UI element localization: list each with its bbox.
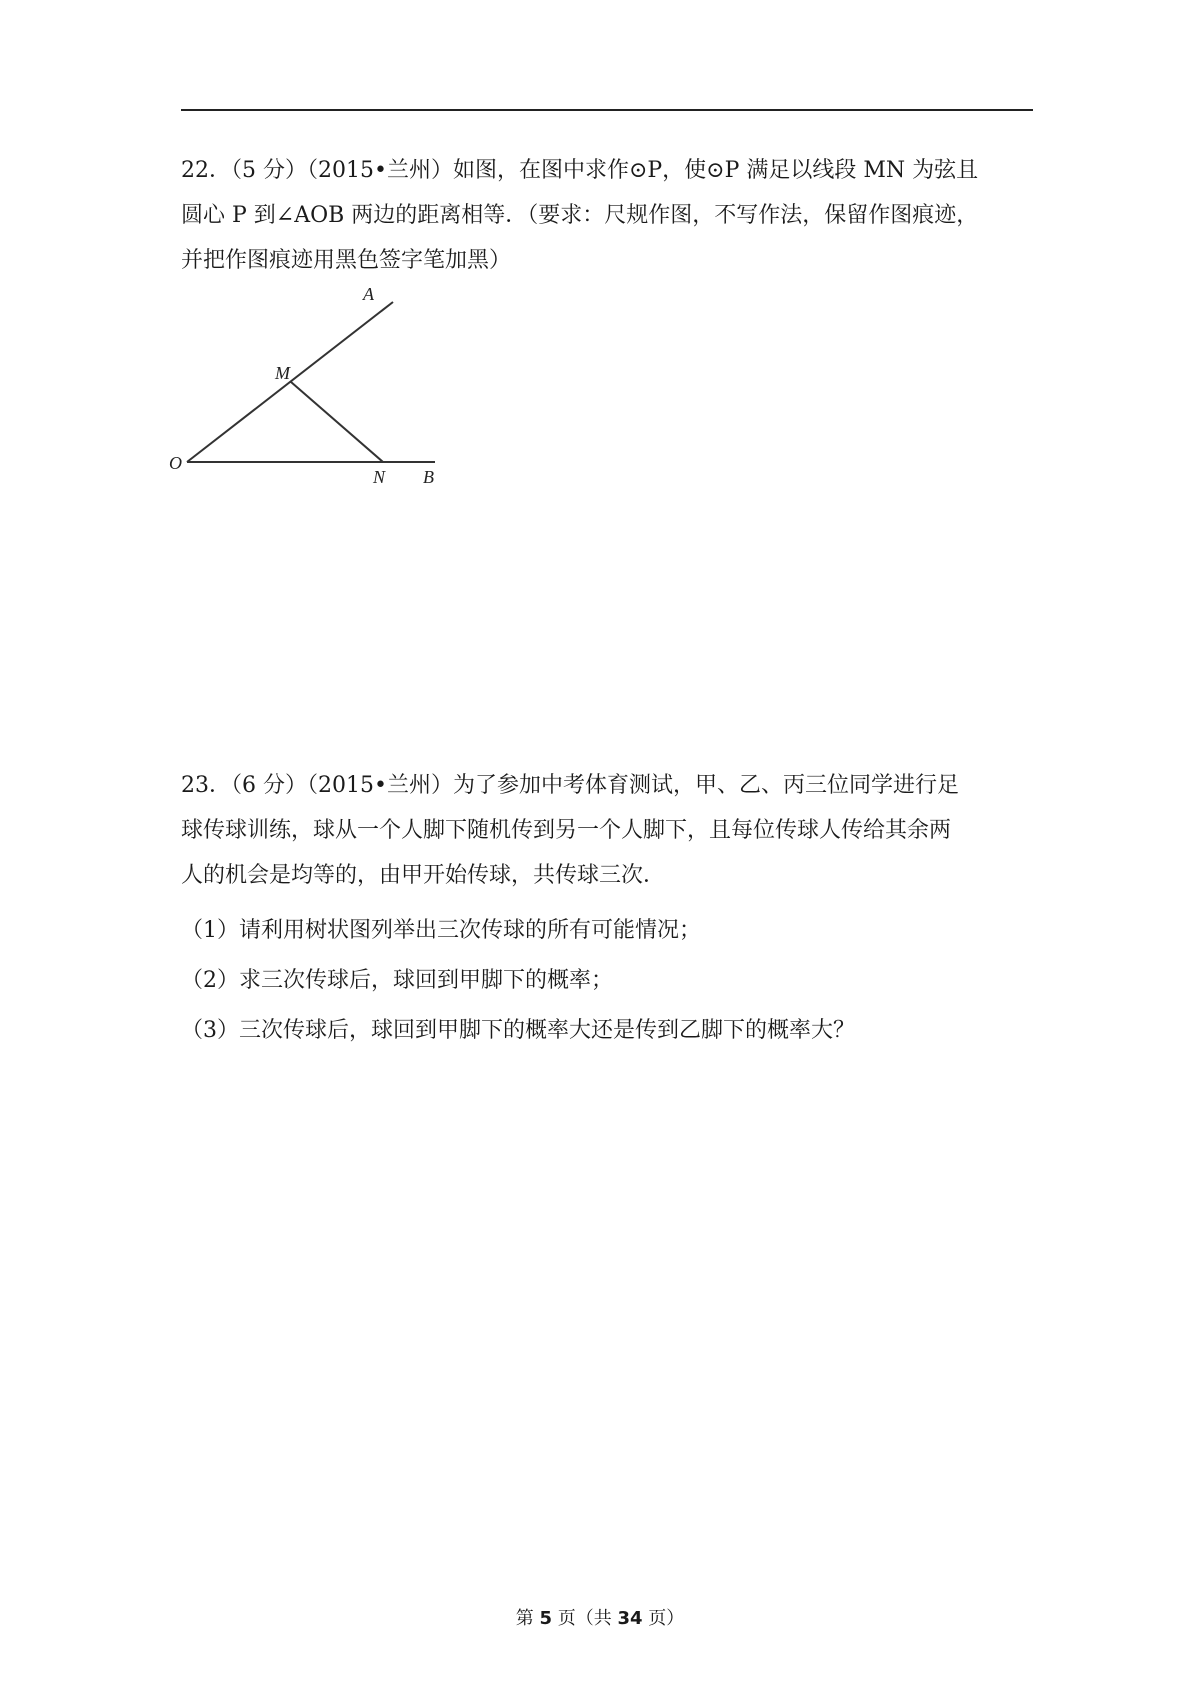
- question-23-line: 23．（6 分）（2015•兰州）为了参加中考体育测试，甲、乙、丙三位同学进行足: [181, 773, 959, 798]
- label-n: N: [373, 467, 386, 487]
- footer-prefix: 第: [515, 1608, 540, 1629]
- label-a: A: [363, 284, 374, 304]
- label-b: B: [423, 467, 434, 487]
- question-23-part-1: （1）请利用树状图列举出三次传球的所有可能情况；: [181, 918, 701, 943]
- geometry-diagram: [169, 284, 455, 487]
- current-page-number: 5: [539, 1608, 552, 1629]
- question-22-line: 22．（5 分）（2015•兰州）如图，在图中求作⊙P，使⊙P 满足以线段 MN 为弦且: [181, 158, 979, 183]
- question-23-line: 人的机会是均等的，由甲开始传球，共传球三次．: [181, 863, 666, 888]
- footer-middle: 页（共: [552, 1608, 618, 1629]
- question-23-part-3: （3）三次传球后，球回到甲脚下的概率大还是传到乙脚下的概率大？: [181, 1018, 855, 1043]
- question-23: [181, 763, 1041, 898]
- angle-aob-figure: [169, 284, 455, 487]
- question-23-line: 球传球训练，球从一个人脚下随机传到另一个人脚下，且每位传球人传给其余两: [181, 818, 952, 843]
- question-22-line: 圆心 P 到∠AOB 两边的距离相等．（要求：尺规作图，不写作法，保留作图痕迹，: [181, 203, 979, 228]
- header-rule: [181, 109, 1033, 111]
- question-22-line: 并把作图痕迹用黑色签字笔加黑）: [181, 248, 512, 273]
- question-22: [181, 148, 1041, 283]
- total-pages-number: 34: [617, 1608, 643, 1629]
- segment-mn: [291, 382, 383, 462]
- ray-oa: [187, 302, 393, 462]
- label-m: M: [275, 363, 290, 383]
- page-footer: [0, 1604, 1200, 1630]
- question-23-part-2: （2）求三次传球后，球回到甲脚下的概率；: [181, 968, 613, 993]
- label-o: O: [169, 453, 182, 473]
- footer-suffix: 页）: [642, 1608, 685, 1629]
